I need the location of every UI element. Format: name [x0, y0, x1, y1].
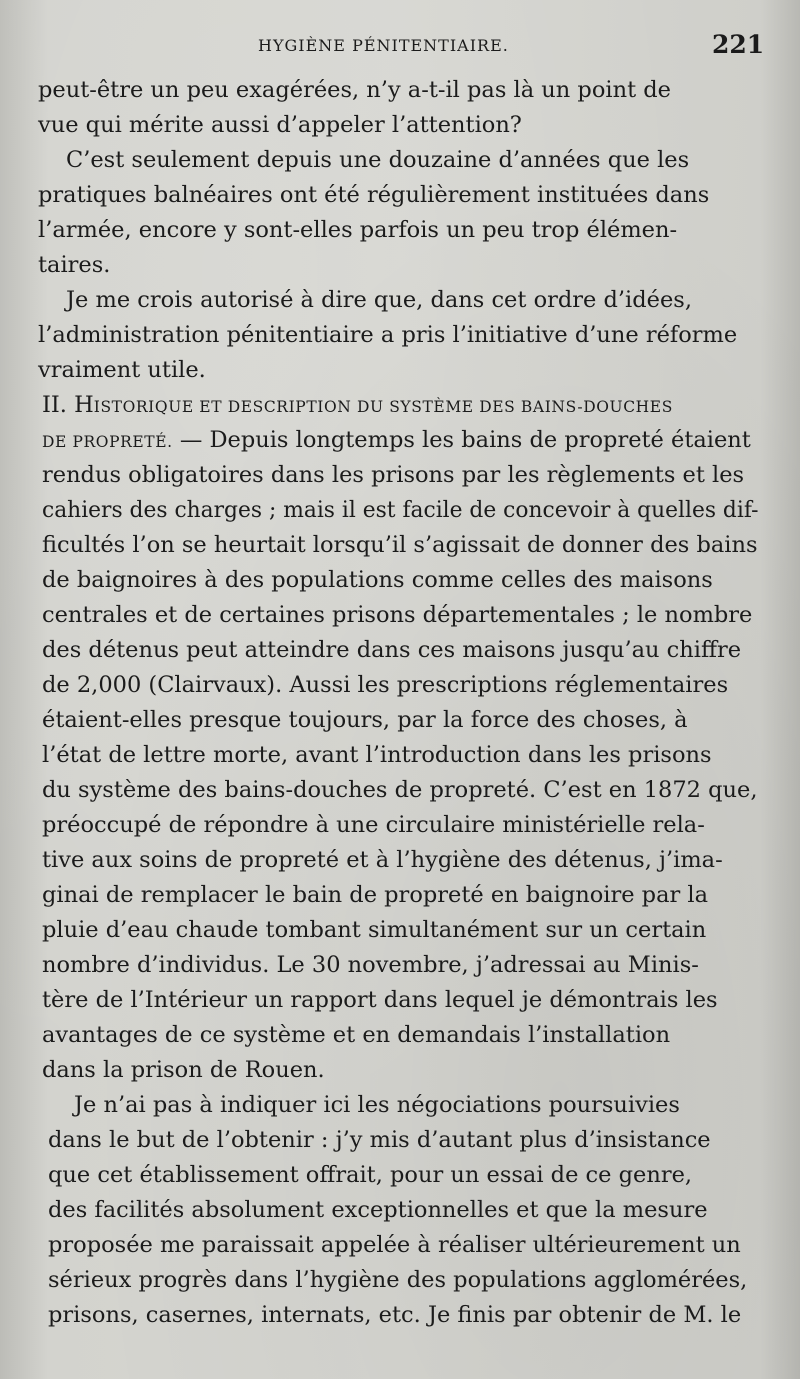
text-line: pluie d’eau chaude tombant simultanément sur un certain [42, 917, 707, 943]
text-line: Je n’ai pas à indiquer ici les négociations poursuivies [74, 1092, 680, 1118]
section-heading-continued [42, 423, 758, 457]
section-title-end: DE PROPRETÉ. [42, 433, 173, 451]
text-line: l’armée, encore y sont-elles parfois un peu trop élémen- [38, 217, 678, 243]
text-line: proposée me paraissait appelée à réaliser ultérieurement un [48, 1232, 741, 1258]
text-line: peut-être un peu exagérées, n’y a-t-il pas là un point de [38, 77, 671, 103]
text-line: prisons, casernes, internats, etc. Je finis par obtenir de M. le [48, 1302, 742, 1328]
text-line: avantages de ce système et en demandais l’installation [42, 1022, 671, 1048]
text-line: centrales et de certaines prisons départementales ; le nombre [42, 602, 753, 628]
section-numeral: II. [42, 392, 67, 418]
text-line: ginai de remplacer le bain de propreté en baignoire par la [42, 882, 709, 908]
text-line: du système des bains-douches de propreté. C’est en 1872 que, [42, 777, 758, 803]
text-line: des détenus peut atteindre dans ces maisons jusqu’au chiffre [42, 637, 742, 663]
text-line: sérieux progrès dans l’hygiène des populations agglomérées, [48, 1267, 748, 1293]
section-heading [42, 388, 758, 422]
page-number: 221 [712, 30, 765, 59]
text-line: l’état de lettre morte, avant l’introduction dans les prisons [42, 742, 712, 768]
section-title-initial: H [74, 392, 94, 418]
text-line: tive aux soins de propreté et à l’hygiène des détenus, j’ima- [42, 847, 723, 873]
text-line: Je me crois autorisé à dire que, dans cet ordre d’idées, [66, 287, 692, 313]
section-title-smallcaps: ISTORIQUE ET DESCRIPTION DU SYSTÈME DES BAINS-DOUCHES [93, 398, 673, 416]
text-line: de 2,000 (Clairvaux). Aussi les prescriptions réglementaires [42, 672, 729, 698]
text-line: nombre d’individus. Le 30 novembre, j’adressai au Minis- [42, 952, 699, 978]
text-line: tère de l’Intérieur un rapport dans lequel je démontrais les [42, 987, 718, 1013]
text-line: rendus obligatoires dans les prisons par les règlements et les [42, 462, 745, 488]
page-header [0, 30, 800, 64]
text-line: étaient-elles presque toujours, par la force des choses, à [42, 707, 688, 733]
text-line: C’est seulement depuis une douzaine d’années que les [66, 147, 690, 173]
text-line: taires. [38, 252, 111, 278]
running-head: HYGIÈNE PÉNITENTIAIRE. [258, 36, 509, 55]
section-text-start: — Depuis longtemps les bains de propreté étaient [172, 427, 751, 453]
text-line: des facilités absolument exceptionnelles et que la mesure [48, 1197, 708, 1223]
text-line: vraiment utile. [38, 357, 206, 383]
text-line: ficultés l’on se heurtait lorsqu’il s’agissait de donner des bains [42, 532, 758, 558]
text-line: vue qui mérite aussi d’appeler l’attention? [38, 112, 522, 138]
text-line: cahiers des charges ; mais il est facile de concevoir à quelles dif- [42, 497, 759, 523]
text-line: que cet établissement offrait, pour un essai de ce genre, [48, 1162, 693, 1188]
text-line: l’administration pénitentiaire a pris l’initiative d’une réforme [38, 322, 738, 348]
text-line: pratiques balnéaires ont été régulièrement instituées dans [38, 182, 710, 208]
text-line: préoccupé de répondre à une circulaire ministérielle rela- [42, 812, 705, 838]
text-line: dans le but de l’obtenir : j’y mis d’autant plus d’insistance [48, 1127, 711, 1153]
text-line: dans la prison de Rouen. [42, 1057, 325, 1083]
text-line: de baignoires à des populations comme celles des maisons [42, 567, 713, 593]
